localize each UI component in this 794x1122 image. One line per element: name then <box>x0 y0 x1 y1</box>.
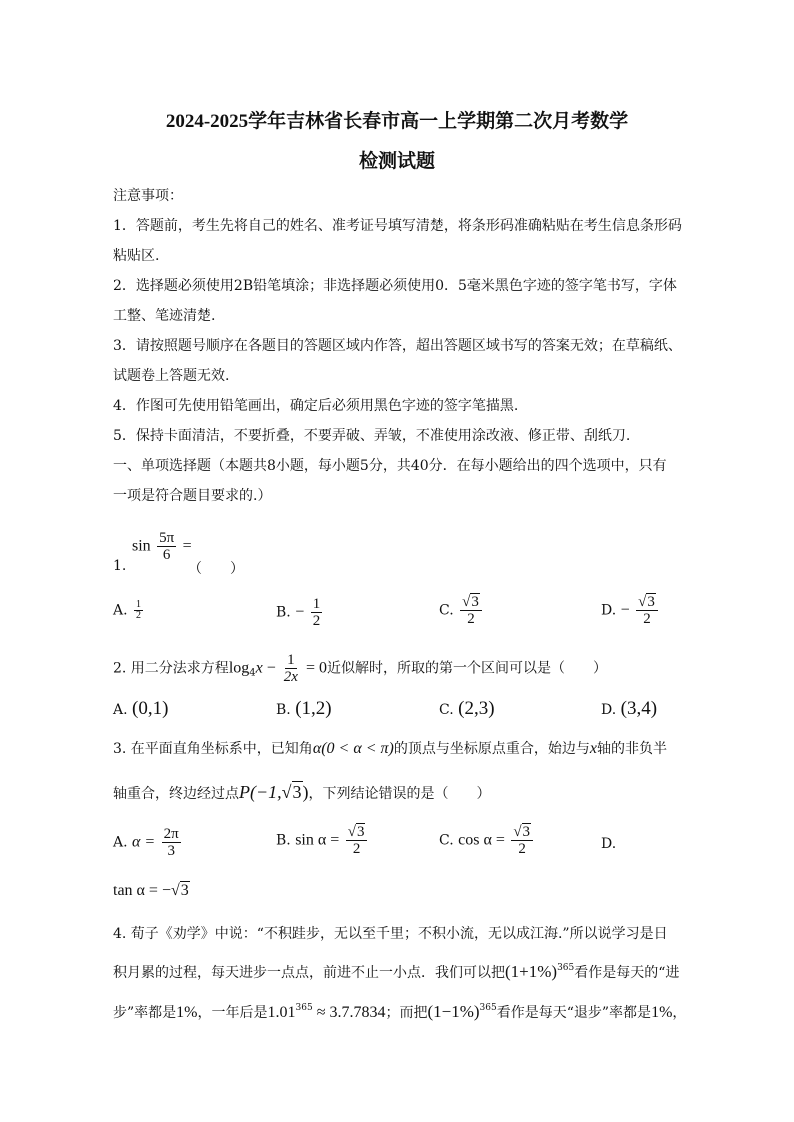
q3-line-2: 轴重合，终边经过点P(−1,√3)，下列结论错误的是（ ） <box>113 782 491 802</box>
q2-option-a[interactable] <box>113 698 168 720</box>
q3-option-d-expr: tan α = − <box>113 882 171 899</box>
q3-option-c-den: 2 <box>518 841 526 857</box>
q1-option-a-num: 1 <box>136 599 142 610</box>
q3-option-d-radicand: 3 <box>180 882 189 899</box>
q4-approx: ≈ 3.7.7834 <box>312 1004 386 1021</box>
q1-option-d-sign: − <box>620 601 630 619</box>
q4-line2-end: 看作是每天的“进 <box>574 965 680 981</box>
q4-line3-pre: 步”率都是 <box>113 1005 177 1021</box>
notice-item-3b: 试题卷上答题无效. <box>113 368 230 384</box>
q1-option-c-radicand: 3 <box>471 594 479 610</box>
q3-line1-end: 轴的非负半 <box>596 741 667 757</box>
q3-point-close: ) <box>302 782 309 802</box>
notice-item-1b: 粘贴区. <box>113 248 160 264</box>
q1-option-b-den: 2 <box>312 613 321 629</box>
q2-log-base: 4 <box>249 667 256 679</box>
q3-option-b-lhs: sin α = <box>295 831 340 849</box>
q4-base-exp: 365 <box>295 1003 313 1013</box>
q3-line1-pre: 3. 在平面直角坐标系中，已知角 <box>113 741 313 757</box>
q1-option-c[interactable] <box>439 594 484 627</box>
q1-option-c-label: C. <box>439 602 454 619</box>
q2-option-b[interactable] <box>276 698 332 720</box>
notice-item-1a: 1．答题前，考生先将自己的姓名、准考证号填写清楚，将条形码准确粘贴在考生信息条形码 <box>113 218 682 234</box>
q2-log: log <box>228 659 250 677</box>
q1-equals: = <box>182 537 192 555</box>
q3-line1-mid: 的顶点与坐标原点重合，始边与 <box>393 741 590 757</box>
q3-option-c-lhs: cos α = <box>458 831 505 849</box>
q1-option-a-fraction <box>134 600 143 621</box>
q3-option-a-lhs: α = <box>132 833 156 851</box>
q1-option-b-sign: − <box>295 603 305 621</box>
notice-item-2b: 工整、笔迹清楚. <box>113 308 216 324</box>
q3-option-a-fraction <box>162 826 181 859</box>
q3-option-a-num: 2π <box>163 826 179 842</box>
q3-option-b-radicand: 3 <box>356 824 365 840</box>
q4-line2-pre: 积月累的过程，每天进步一点点，前进不止一小点．我们可以把 <box>113 965 505 981</box>
q2-equals: = 0 <box>301 659 327 677</box>
q1-option-b-label: B. <box>276 604 291 621</box>
q2-option-a-value: (0,1) <box>132 698 169 719</box>
q1-option-c-den: 2 <box>467 611 475 627</box>
q3-option-c[interactable] <box>439 824 535 857</box>
q2-stem <box>113 652 607 685</box>
q3-option-b[interactable] <box>276 824 369 857</box>
notice-item-5: 5．保持卡面清洁，不要折叠，不要弄破、弄皱，不准使用涂改液、修正带、刮纸刀. <box>113 428 631 444</box>
q3-option-b-fraction: $\frac{√3}{2}$ <box>346 824 368 857</box>
q1-option-d[interactable] <box>601 594 660 627</box>
q2-numerator: 1 <box>287 652 295 668</box>
q4-line3-mid2: ；而把 <box>385 1005 428 1021</box>
q4-line-3 <box>113 1002 686 1022</box>
q1-option-b[interactable] <box>276 596 324 629</box>
q4-pct: 1% <box>176 1004 198 1021</box>
q3-point-radicand: 3 <box>292 782 302 802</box>
q1-option-d-den: 2 <box>643 611 651 627</box>
q3-option-a-label: A. <box>113 834 128 851</box>
exam-subtitle: 检测试题 <box>358 151 435 172</box>
q1-option-a[interactable] <box>113 600 145 621</box>
q3-option-b-label: B. <box>276 832 291 849</box>
q4-base: 1.01 <box>267 1004 296 1021</box>
q4-decline-exp: 365 <box>479 1003 497 1013</box>
q1-option-c-fraction: $\frac{√3}{2}$ <box>460 594 482 627</box>
q4-line3-end: ， <box>672 1005 687 1021</box>
q4-growth-exp: 365 <box>557 963 575 973</box>
q2-option-b-label: B. <box>276 702 291 718</box>
q1-sin: sin <box>132 537 151 555</box>
q3-line2-pre: 轴重合，终边经过点 <box>113 786 239 802</box>
q4-line3-mid: ，一年后是 <box>197 1005 268 1021</box>
q4-pct-2: 1% <box>651 1004 673 1021</box>
q2-fraction <box>282 652 300 685</box>
q2-option-a-label: A. <box>113 702 128 718</box>
q1-numerator: 5π <box>159 530 175 546</box>
q4-line3-mid3: 看作是每天“退步”率都是 <box>496 1005 652 1021</box>
q3-point: P(−1, <box>239 782 282 802</box>
q2-option-c-label: C. <box>439 702 454 718</box>
q4-line-2 <box>113 962 679 982</box>
q4-growth-expr: (1+1%) <box>505 962 558 981</box>
q2-prefix: 2. 用二分法求方程 <box>113 660 229 677</box>
section-heading-1: 一、单项选择题（本题共8小题，每小题5分，共40分．在每小题给出的四个选项中，只有 <box>113 458 667 474</box>
q2-minus: − <box>262 659 280 677</box>
q2-denominator: 2x <box>283 669 298 685</box>
q3-line2-end: ，下列结论错误的是（ ） <box>308 786 491 802</box>
q1-number: 1. <box>113 558 127 574</box>
q3-option-d-label: D. <box>601 836 617 852</box>
q1-option-b-fraction <box>311 596 323 629</box>
notice-item-2a: 2．选择题必须使用2B铅笔填涂；非选择题必须使用0．5毫米黑色字迹的签字笔书写，字体 <box>113 278 677 294</box>
q3-option-c-fraction: $\frac{√3}{2}$ <box>511 824 533 857</box>
q1-option-b-num: 1 <box>312 596 321 612</box>
q2-option-d[interactable] <box>601 698 657 720</box>
notice-item-4: 4．作图可先使用铅笔画出，确定后必须用黑色字迹的签字笔描黑. <box>113 398 519 414</box>
q3-alpha-condition: α(0 < α < π) <box>312 740 394 757</box>
exam-title: 2024-2025学年吉林省长春市高一上学期第二次月考数学 <box>165 111 629 132</box>
q1-option-d-fraction: $\frac{√3}{2}$ <box>636 594 658 627</box>
q3-option-b-den: 2 <box>352 841 361 857</box>
q3-option-d-label-wrap[interactable] <box>601 836 616 852</box>
q3-line-1 <box>113 738 667 758</box>
q3-option-c-radicand: 3 <box>522 824 531 840</box>
q2-suffix: 近似解时，所取的第一个区间可以是（ ） <box>326 660 607 677</box>
q3-option-a-den: 3 <box>167 843 175 859</box>
q1-stem <box>132 530 192 563</box>
q2-option-d-label: D. <box>601 702 617 718</box>
q1-fraction <box>157 530 176 563</box>
q1-denominator: 6 <box>162 547 171 563</box>
q1-option-a-label: A. <box>113 602 128 619</box>
q4-line-1: 4. 荀子《劝学》中说：“不积跬步，无以至千里；不积小流，无以成江海.”所以说学习是日 <box>113 926 668 942</box>
q3-option-d[interactable]: tan α = −√3 <box>113 882 189 899</box>
q2-option-b-value: (1,2) <box>295 698 332 719</box>
q2-option-c-value: (2,3) <box>458 698 495 719</box>
q2-option-d-value: (3,4) <box>620 698 658 719</box>
q1-option-d-label: D. <box>601 602 617 619</box>
q2-option-c[interactable] <box>439 698 495 720</box>
q3-option-a[interactable] <box>113 826 183 859</box>
q1-blank: （ ） <box>188 561 244 577</box>
notice-heading: 注意事项： <box>113 188 183 204</box>
notice-item-3a: 3．请按照题号顺序在各题目的答题区域内作答，超出答题区域书写的答案无效；在草稿纸、 <box>113 338 682 354</box>
q2-var: x <box>255 659 263 677</box>
section-heading-2: 一项是符合题目要求的.） <box>113 488 272 504</box>
q3-x-var: x <box>589 740 597 757</box>
q1-option-a-den: 2 <box>136 610 142 621</box>
q3-option-c-label: C. <box>439 832 454 849</box>
q4-decline-expr: (1−1%) <box>427 1002 480 1021</box>
q1-option-d-radicand: 3 <box>647 594 655 610</box>
